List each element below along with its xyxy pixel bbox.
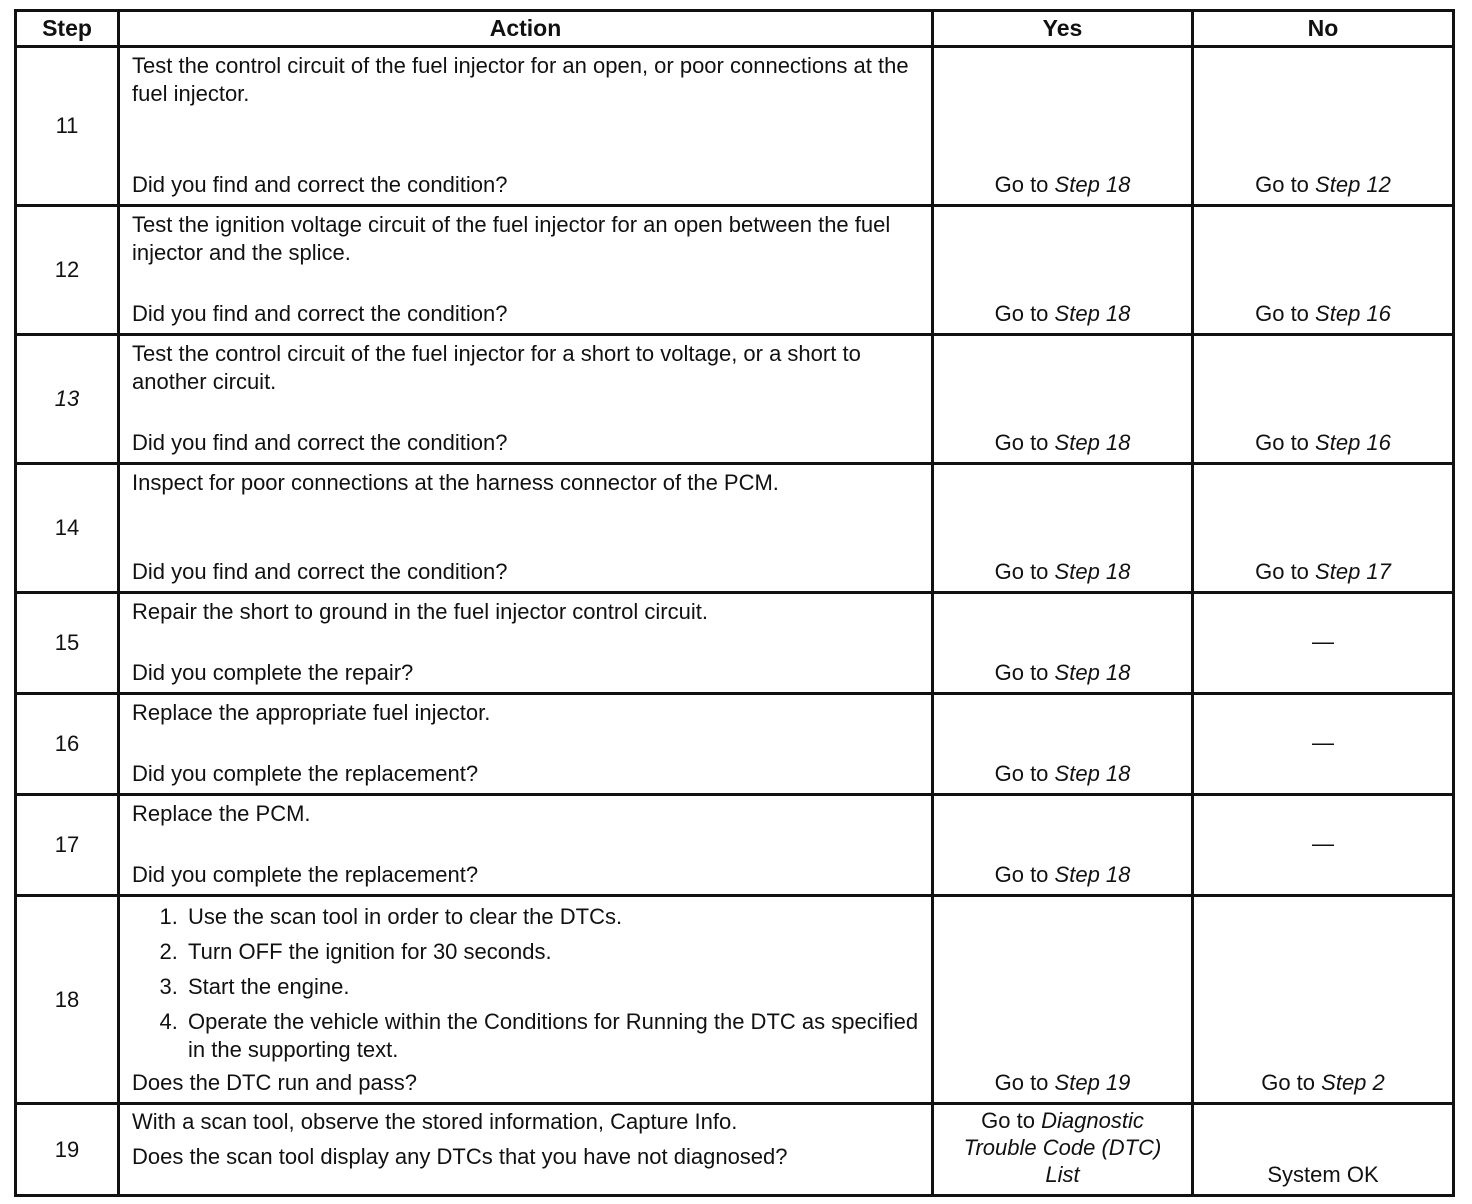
table-row [16,335,1454,464]
table-row [16,593,1454,694]
action-question: Did you complete the replacement? [132,862,479,887]
header-no: No [1193,11,1454,47]
no-dash: — [1312,628,1334,654]
action-question: Does the scan tool display any DTCs that you have not diagnosed? [132,1144,788,1169]
yes-dtc-link[interactable]: List [1045,1162,1080,1187]
no-prefix: Go to [1261,1070,1316,1095]
action-question: Did you find and correct the condition? [132,559,508,584]
step-number: 18 [16,896,119,1104]
yes-result[interactable] [934,429,1191,457]
step-number: 14 [16,464,119,593]
table-row [16,694,1454,795]
yes-cell [933,896,1193,1104]
yes-step-link[interactable]: Step 19 [1054,1070,1131,1095]
yes-prefix: Go to [994,862,1049,887]
action-text: Test the control circuit of the fuel injector for a short to voltage, or a short to another circuit. [132,341,861,394]
yes-step-link[interactable]: Step 18 [1054,862,1131,887]
yes-cell [933,335,1193,464]
action-cell [119,896,933,1104]
yes-step-link[interactable]: Step 18 [1054,559,1131,584]
list-item: 1. Use the scan tool in order to clear the DTCs. [184,903,919,931]
yes-prefix: Go to [994,301,1049,326]
action-cell [119,1104,933,1196]
yes-prefix: Go to [994,660,1049,685]
yes-result[interactable] [934,760,1191,788]
yes-prefix: Go to [994,430,1049,455]
action-question: Did you find and correct the condition? [132,172,508,197]
step-number: 13 [16,335,119,464]
yes-step-link[interactable]: Step 18 [1054,172,1131,197]
step-number: 16 [16,694,119,795]
no-result[interactable] [1194,1069,1452,1097]
action-text: Inspect for poor connections at the harness connector of the PCM. [132,470,779,495]
no-cell [1193,206,1454,335]
no-result[interactable] [1194,429,1452,457]
action-cell [119,47,933,206]
action-question: Did you find and correct the condition? [132,301,508,326]
action-question: Did you complete the repair? [132,660,414,685]
no-result: System OK [1267,1162,1379,1187]
yes-result[interactable] [934,171,1191,199]
no-step-link[interactable]: Step 16 [1315,430,1391,455]
list-item: 3. Start the engine. [184,973,919,1001]
action-question: Did you complete the replacement? [132,761,479,786]
step-number: 19 [16,1104,119,1196]
yes-result[interactable] [934,1107,1191,1188]
header-step: Step [16,11,119,47]
action-text: With a scan tool, observe the stored information, Capture Info. [132,1109,738,1134]
yes-step-link[interactable]: Step 18 [1054,430,1131,455]
no-step-link[interactable]: Step 16 [1315,301,1391,326]
no-result[interactable] [1194,558,1452,586]
yes-result[interactable] [934,1069,1191,1097]
table-row [16,896,1454,1104]
yes-cell [933,694,1193,795]
list-item: 2. Turn OFF the ignition for 30 seconds. [184,938,919,966]
no-cell [1193,896,1454,1104]
step-number: 11 [16,47,119,206]
step-number: 15 [16,593,119,694]
yes-result[interactable] [934,300,1191,328]
no-step-link[interactable]: Step 17 [1315,559,1391,584]
action-text: Repair the short to ground in the fuel injector control circuit. [132,599,708,624]
action-question: Did you find and correct the condition? [132,430,508,455]
action-cell [119,335,933,464]
yes-cell [933,795,1193,896]
no-cell [1193,47,1454,206]
action-text: Test the ignition voltage circuit of the fuel injector for an open between the fuel injector and the splice. [132,212,891,265]
no-cell [1193,694,1454,795]
no-dash: — [1312,729,1334,755]
yes-step-link[interactable]: Step 18 [1054,660,1131,685]
yes-cell [933,206,1193,335]
action-cell [119,593,933,694]
no-result[interactable] [1194,171,1452,199]
no-step-link[interactable]: Step 2 [1321,1070,1385,1095]
yes-prefix: Go to [994,1070,1049,1095]
table-row [16,464,1454,593]
yes-cell [933,47,1193,206]
no-prefix: Go to [1255,430,1309,455]
header-action: Action [119,11,933,47]
list-item: 4. Operate the vehicle within the Conditions for Running the DTC as specified in the supporting text. [184,1008,919,1064]
step-number: 17 [16,795,119,896]
table-row [16,206,1454,335]
yes-dtc-link[interactable]: Diagnostic [1041,1108,1144,1133]
yes-result[interactable] [934,659,1191,687]
yes-cell [933,1104,1193,1196]
yes-cell [933,593,1193,694]
action-question: Does the DTC run and pass? [132,1070,417,1095]
no-cell [1193,795,1454,896]
action-text: Replace the PCM. [132,801,311,826]
no-step-link[interactable]: Step 12 [1315,172,1391,197]
no-prefix: Go to [1255,559,1309,584]
yes-result[interactable] [934,558,1191,586]
header-row [16,11,1454,47]
yes-step-link[interactable]: Step 18 [1054,761,1131,786]
no-prefix: Go to [1255,301,1309,326]
yes-cell [933,464,1193,593]
yes-prefix: Go to [981,1108,1035,1133]
yes-prefix: Go to [994,559,1049,584]
no-result[interactable] [1194,300,1452,328]
action-text: Test the control circuit of the fuel injector for an open, or poor connections at the fuel injector. [132,53,909,106]
action-cell [119,795,933,896]
table-row [16,1104,1454,1196]
yes-prefix: Go to [994,761,1049,786]
table-row [16,795,1454,896]
no-prefix: Go to [1255,172,1309,197]
action-cell [119,464,933,593]
no-cell [1193,1104,1454,1196]
yes-result[interactable] [934,861,1191,889]
table-row [16,47,1454,206]
yes-step-link[interactable]: Step 18 [1054,301,1131,326]
action-cell [119,206,933,335]
no-dash: — [1312,830,1334,856]
step-number: 12 [16,206,119,335]
no-cell [1193,464,1454,593]
yes-dtc-link[interactable]: Trouble Code (DTC) [963,1135,1162,1160]
diagnostic-table [14,9,1455,1197]
header-yes: Yes [933,11,1193,47]
no-cell [1193,593,1454,694]
procedure-list [132,903,919,1064]
no-cell [1193,335,1454,464]
yes-prefix: Go to [994,172,1049,197]
action-text: Replace the appropriate fuel injector. [132,700,491,725]
action-cell [119,694,933,795]
